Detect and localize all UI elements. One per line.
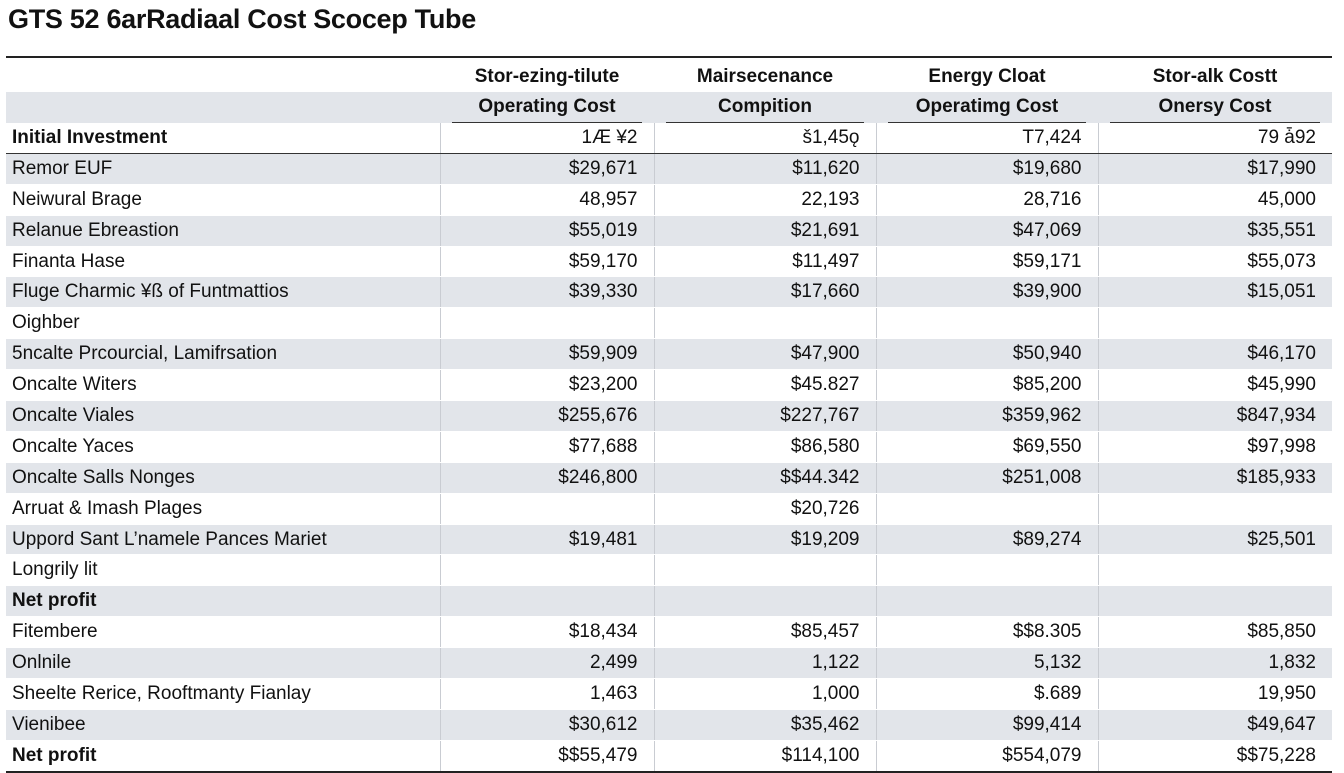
cell-col-3 (876, 493, 1098, 524)
cell-col-1 (440, 493, 654, 524)
cell-col-4: $25,501 (1098, 524, 1332, 555)
column-header-2-text: Compition (666, 92, 864, 123)
cell-col-2: $11,497 (654, 246, 876, 277)
table-row (6, 215, 1332, 246)
row-label: Relanue Ebreastion (6, 215, 440, 246)
row-label: Longrily lit (6, 555, 440, 586)
row-label: Arruat & Imash Plages (6, 493, 440, 524)
row-label: 5ncalte Prcourcial, Lamifrsation (6, 339, 440, 370)
cell-col-2: $19,209 (654, 524, 876, 555)
cell-col-2 (654, 308, 876, 339)
table-row (6, 308, 1332, 339)
header-corner (6, 57, 440, 92)
cell-col-3: $69,550 (876, 431, 1098, 462)
cell-col-2: $45.827 (654, 370, 876, 401)
cell-col-1: $59,170 (440, 246, 654, 277)
cell-col-3 (876, 308, 1098, 339)
cell-col-1: $30,612 (440, 709, 654, 740)
row-label: Remor EUF (6, 153, 440, 184)
table-row (6, 246, 1332, 277)
table-row (6, 277, 1332, 308)
cell-col-4: $185,933 (1098, 462, 1332, 493)
table-row (6, 401, 1332, 432)
cell-col-1: $77,688 (440, 431, 654, 462)
column-header-3-text: Operatimg Cost (888, 92, 1086, 123)
cell-col-3 (876, 555, 1098, 586)
cell-col-2: $20,726 (654, 493, 876, 524)
cell-col-3: $251,008 (876, 462, 1098, 493)
row-label: Oncalte Viales (6, 401, 440, 432)
cell-col-3: $19,680 (876, 153, 1098, 184)
cell-col-3: $99,414 (876, 709, 1098, 740)
column-header-1-text: Operating Cost (452, 92, 642, 123)
column-header-2-line-2 (654, 92, 876, 123)
cell-col-4: $46,170 (1098, 339, 1332, 370)
cell-col-3: $59,171 (876, 246, 1098, 277)
cell-col-1 (440, 555, 654, 586)
cell-col-4: $49,647 (1098, 709, 1332, 740)
row-label: Uppord Sant L’namele Pances Mariet (6, 524, 440, 555)
table-row (6, 462, 1332, 493)
sheet-title: GTS 52 6arRadiaal Cost Scocep Tube (8, 4, 476, 34)
cell-col-4 (1098, 308, 1332, 339)
table-row (6, 586, 1332, 617)
cell-col-4 (1098, 493, 1332, 524)
row-label: Net profit (6, 740, 440, 771)
row-label: Oncalte Salls Nonges (6, 462, 440, 493)
cell-col-4 (1098, 555, 1332, 586)
cell-col-2: $114,100 (654, 740, 876, 771)
table-row (6, 123, 1332, 153)
cell-col-1: $29,671 (440, 153, 654, 184)
cell-col-4: 79 ǡ92 (1098, 123, 1332, 153)
cell-col-4: $17,990 (1098, 153, 1332, 184)
row-label: Oncalte Witers (6, 370, 440, 401)
cell-col-4: $85,850 (1098, 617, 1332, 648)
cell-col-4: $55,073 (1098, 246, 1332, 277)
cell-col-2 (654, 586, 876, 617)
table-row (6, 431, 1332, 462)
cell-col-1: $255,676 (440, 401, 654, 432)
cell-col-3: 5,132 (876, 648, 1098, 679)
row-label: Vienibee (6, 709, 440, 740)
cell-col-1: $19,481 (440, 524, 654, 555)
table-row (6, 153, 1332, 184)
cell-col-1: $55,019 (440, 215, 654, 246)
table-row (6, 555, 1332, 586)
table-body (6, 123, 1332, 772)
cell-col-1 (440, 308, 654, 339)
cost-table (6, 56, 1332, 773)
row-label: Fluge Charmic ¥ß of Funtmattios (6, 277, 440, 308)
cell-col-3: $$8.305 (876, 617, 1098, 648)
cell-col-1: $$55,479 (440, 740, 654, 771)
row-label: Neiwural Brage (6, 184, 440, 215)
column-header-2-line-1: Mairsecenance (654, 57, 876, 92)
cell-col-4: 1,832 (1098, 648, 1332, 679)
row-label: Oighber (6, 308, 440, 339)
cell-col-1: $246,800 (440, 462, 654, 493)
cell-col-3: $50,940 (876, 339, 1098, 370)
cell-col-2: $21,691 (654, 215, 876, 246)
cell-col-2: $85,457 (654, 617, 876, 648)
row-label: Onlnile (6, 648, 440, 679)
cell-col-2: $47,900 (654, 339, 876, 370)
column-header-3-line-1: Energy Cloat (876, 57, 1098, 92)
table-row (6, 617, 1332, 648)
cell-col-2: $35,462 (654, 709, 876, 740)
cell-col-4: $45,990 (1098, 370, 1332, 401)
cell-col-4: $97,998 (1098, 431, 1332, 462)
table-row (6, 370, 1332, 401)
cell-col-3: T7,424 (876, 123, 1098, 153)
table-row (6, 740, 1332, 771)
cell-col-3: $85,200 (876, 370, 1098, 401)
column-header-4-line-1: Stor-alk Costt (1098, 57, 1332, 92)
cell-col-2: š1,45ǫ (654, 123, 876, 153)
header-row-1 (6, 57, 1332, 92)
cell-col-1: 1,463 (440, 679, 654, 710)
cell-col-4 (1098, 586, 1332, 617)
cell-col-3: $.689 (876, 679, 1098, 710)
row-label: Fitembere (6, 617, 440, 648)
cell-col-2: $86,580 (654, 431, 876, 462)
cell-col-2: $11,620 (654, 153, 876, 184)
cell-col-3 (876, 586, 1098, 617)
cell-col-2: $227,767 (654, 401, 876, 432)
row-label: Finanta Hase (6, 246, 440, 277)
table-row (6, 524, 1332, 555)
cell-col-2: 1,122 (654, 648, 876, 679)
cell-col-1: 1Æ ¥2 (440, 123, 654, 153)
cell-col-1: $39,330 (440, 277, 654, 308)
cell-col-2: $17,660 (654, 277, 876, 308)
cell-col-3: $359,962 (876, 401, 1098, 432)
row-label: Net profit (6, 586, 440, 617)
cell-col-4: 19,950 (1098, 679, 1332, 710)
column-header-4-text: Onersy Cost (1110, 92, 1320, 123)
cell-col-1: $59,909 (440, 339, 654, 370)
cell-col-1: $23,200 (440, 370, 654, 401)
column-header-4-line-2 (1098, 92, 1332, 123)
cell-col-2: 1,000 (654, 679, 876, 710)
cell-col-3: $554,079 (876, 740, 1098, 771)
cell-col-4: $$75,228 (1098, 740, 1332, 771)
table-row (6, 648, 1332, 679)
cell-col-3: 28,716 (876, 184, 1098, 215)
table-row (6, 709, 1332, 740)
cell-col-4: $847,934 (1098, 401, 1332, 432)
cell-col-1 (440, 586, 654, 617)
cell-col-4: $15,051 (1098, 277, 1332, 308)
cell-col-3: $89,274 (876, 524, 1098, 555)
cell-col-2 (654, 555, 876, 586)
header-row-2 (6, 92, 1332, 123)
table-row (6, 339, 1332, 370)
cell-col-3: $39,900 (876, 277, 1098, 308)
cell-col-2: 22,193 (654, 184, 876, 215)
cell-col-4: $35,551 (1098, 215, 1332, 246)
row-label: Oncalte Yaces (6, 431, 440, 462)
cell-col-1: $18,434 (440, 617, 654, 648)
row-label: Sheelte Rerice, Rooftmanty Fianlay (6, 679, 440, 710)
cell-col-3: $47,069 (876, 215, 1098, 246)
cell-col-1: 48,957 (440, 184, 654, 215)
table-row (6, 493, 1332, 524)
column-header-1-line-1: Stor-ezing-tilute (440, 57, 654, 92)
table-row (6, 184, 1332, 215)
cell-col-1: 2,499 (440, 648, 654, 679)
table-row (6, 679, 1332, 710)
cell-col-2: $$44.342 (654, 462, 876, 493)
column-header-3-line-2 (876, 92, 1098, 123)
row-label: Initial Investment (6, 123, 440, 153)
header-corner-2 (6, 92, 440, 123)
cell-col-4: 45,000 (1098, 184, 1332, 215)
column-header-1-line-2 (440, 92, 654, 123)
